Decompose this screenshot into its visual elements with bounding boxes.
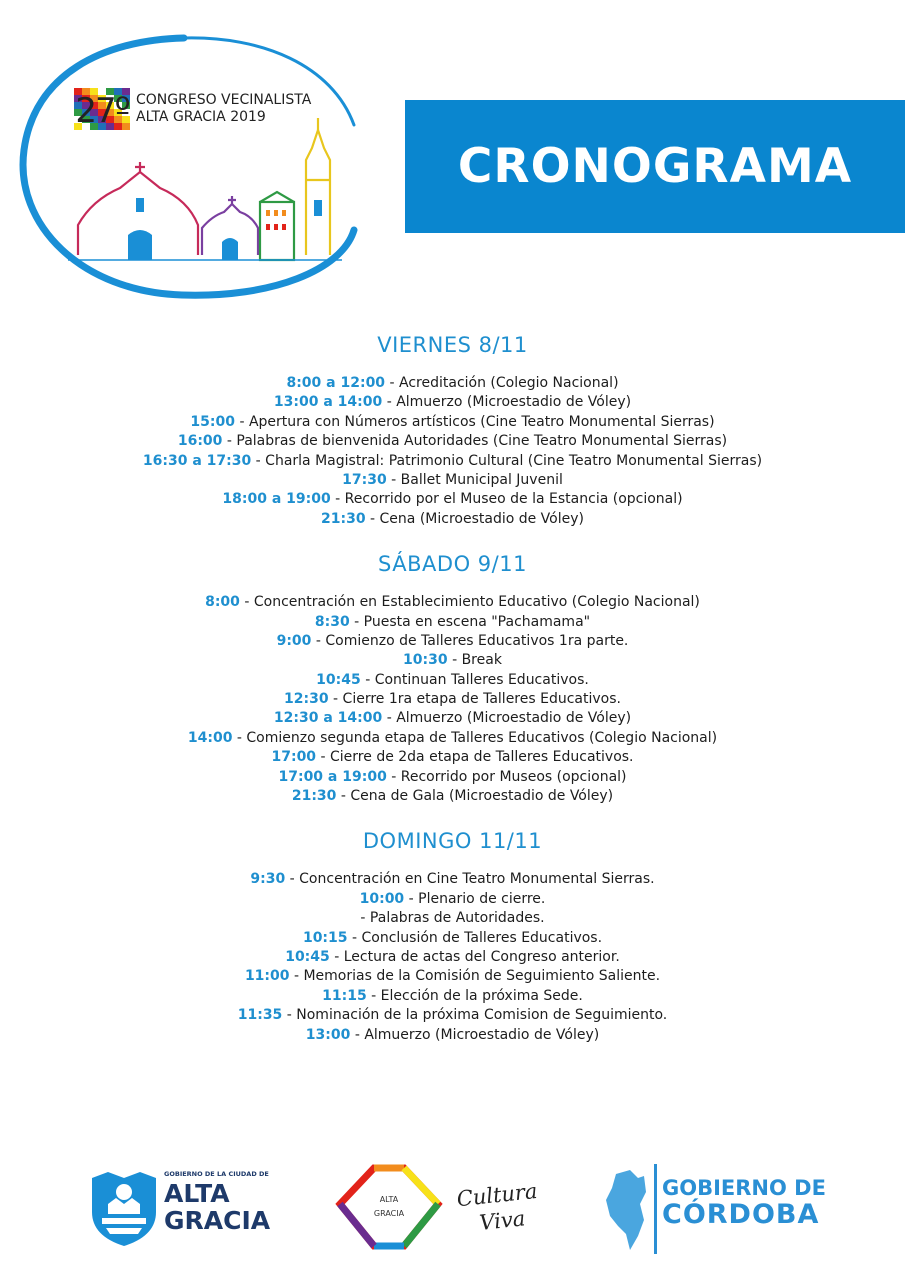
item-text: - Comienzo de Talleres Educativos 1ra parte. [311,632,629,649]
item-text: - Ballet Municipal Juvenil [386,471,563,488]
day-title: DOMINGO 11/11 [362,829,543,854]
item-text: - Lectura de actas del Congreso anterior. [329,948,620,965]
item-text: - Conclusión de Talleres Educativos. [347,929,603,946]
schedule-item [0,929,905,948]
schedule-item [0,787,905,806]
item-text: - Elección de la próxima Sede. [366,987,583,1004]
schedule-item [0,593,905,612]
item-text: - Cena de Gala (Microestadio de Vóley) [336,788,614,805]
item-time: 10:00 [359,890,405,907]
schedule-item [0,987,905,1006]
header-banner [405,100,905,233]
item-text: - Almuerzo (Microestadio de Vóley) [350,1026,600,1043]
item-text: - Palabras de bienvenida Autoridades (Cine Teatro Monumental Sierras) [222,433,728,450]
item-time: 10:30 [403,652,448,669]
item-text: - Concentración en Cine Teatro Monumental Sierras. [285,871,655,888]
cordoba-map-icon [600,1164,660,1254]
item-time: 11:15 [322,987,367,1004]
city-name [164,1180,270,1234]
item-time: 8:30 [314,613,350,630]
day-items [0,593,905,806]
item-text: - Cierre de 2da etapa de Talleres Educativos. [316,749,634,766]
item-text: - Cena (Microestadio de Vóley) [365,510,584,527]
day-friday [0,330,905,529]
day-items [0,374,905,529]
schedule-item [0,671,905,690]
logo-ellipse [12,30,377,305]
schedule-item [0,890,905,909]
day-title: SÁBADO 9/11 [378,552,527,577]
item-text: - Plenario de cierre. [404,890,546,907]
day-items [0,870,905,1045]
item-text: - Comienzo segunda etapa de Talleres Educativos (Colegio Nacional) [232,729,718,746]
item-time: 14:00 [187,729,233,746]
city-name-line2: GRACIA [164,1206,271,1235]
schedule-item [0,613,905,632]
item-time: 12:30 a 14:00 [273,710,383,727]
congress-title-line2: ALTA GRACIA 2019 [136,109,266,125]
schedule-item [0,768,905,787]
item-time: 18:00 a 19:00 [222,491,331,508]
schedule-item [0,709,905,728]
item-text: - Acreditación (Colegio Nacional) [385,375,619,391]
item-time: 9:30 [250,871,286,888]
item-text: - Almuerzo (Microestadio de Vóley) [382,394,632,411]
schedule-item [0,1026,905,1045]
item-text: - Puesta en escena "Pachamama" [349,613,591,630]
item-time: 9:00 [276,632,312,649]
item-time: 17:00 [271,749,317,766]
schedule [0,330,905,1065]
congress-number: 27º [75,91,129,131]
schedule-item [0,393,905,412]
item-text: - Recorrido por Museos (opcional) [386,768,627,785]
gobierno-cordoba-logo [600,1164,830,1254]
item-time: 21:30 [291,788,337,805]
schedule-item [0,870,905,889]
alta-gracia-city-logo [88,1168,298,1248]
cultura-viva-logo [334,1162,564,1252]
item-time: 10:15 [302,929,348,946]
item-time: 8:00 a 12:00 [286,375,386,391]
item-time: 16:00 [177,433,223,450]
item-time: 15:00 [190,413,235,430]
item-text: - Almuerzo (Microestadio de Vóley) [382,710,632,727]
item-text: - Memorias de la Comisión de Seguimiento Saliente. [289,968,661,985]
day-title: VIERNES 8/11 [377,333,528,357]
item-text: - Charla Magistral: Patrimonio Cultural (Cine Teatro Monumental Sierras) [251,452,763,469]
congress-title [136,92,311,126]
item-time: 13:00 a 14:00 [273,394,383,411]
cordoba-text [662,1176,826,1230]
schedule-item [0,909,905,928]
item-time: 13:00 [305,1026,351,1043]
item-time: 10:45 [316,671,361,688]
item-time: 8:00 [205,594,240,611]
item-text: - Recorrido por el Museo de la Estancia (opcional) [330,491,683,508]
schedule-item [0,690,905,709]
schedule-item [0,1006,905,1025]
item-time: 10:45 [285,948,330,965]
schedule-item [0,729,905,748]
item-time: 17:00 a 19:00 [278,768,387,785]
city-name-line1: ALTA [164,1179,230,1208]
schedule-item [0,490,905,509]
buildings-lineart [68,118,342,260]
schedule-item [0,651,905,670]
schedule-item [0,432,905,451]
congress-logo [12,30,377,305]
alta-gracia-badge-icon [334,1162,444,1252]
schedule-item [0,413,905,432]
badge-line1: ALTA [379,1195,399,1204]
item-text: - Apertura con Números artísticos (Cine Teatro Monumental Sierras) [235,413,715,430]
item-time: 12:30 [284,691,329,708]
item-time: 11:00 [244,968,290,985]
congress-title-line1: CONGRESO VECINALISTA [136,92,312,108]
schedule-item [0,510,905,529]
item-time: 21:30 [321,510,366,527]
item-text: - Palabras de Autoridades. [360,910,545,927]
day-sunday [0,826,905,1045]
cultura-line: Cultura [455,1178,539,1212]
schedule-item [0,748,905,767]
item-text: - Break [447,652,502,669]
schedule-item [0,471,905,490]
item-text: - Continuan Talleres Educativos. [360,671,589,688]
item-text: - Cierre 1ra etapa de Talleres Educativos. [328,691,621,708]
item-time: 16:30 a 17:30 [142,452,252,469]
city-government-label: GOBIERNO DE LA CIUDAD DE [164,1170,269,1178]
schedule-item [0,948,905,967]
city-shield-icon [88,1168,160,1248]
item-text: - Concentración en Establecimiento Educativo (Colegio Nacional) [239,594,700,611]
item-time: 11:35 [237,1007,283,1024]
cordoba-line2: CÓRDOBA [662,1199,820,1230]
badge-line2: GRACIA [373,1209,405,1218]
item-text: - Nominación de la próxima Comision de Seguimiento. [282,1007,668,1024]
viva-line: Viva [478,1206,527,1235]
day-saturday [0,549,905,806]
cultura-viva-text [456,1178,542,1238]
item-time: 17:30 [342,471,387,488]
cordoba-line1: GOBIERNO DE [662,1176,826,1200]
footer-logos [0,1150,905,1260]
schedule-item [0,452,905,471]
schedule-item [0,967,905,986]
page-title: CRONOGRAMA [457,139,853,194]
schedule-item [0,374,905,393]
schedule-item [0,632,905,651]
